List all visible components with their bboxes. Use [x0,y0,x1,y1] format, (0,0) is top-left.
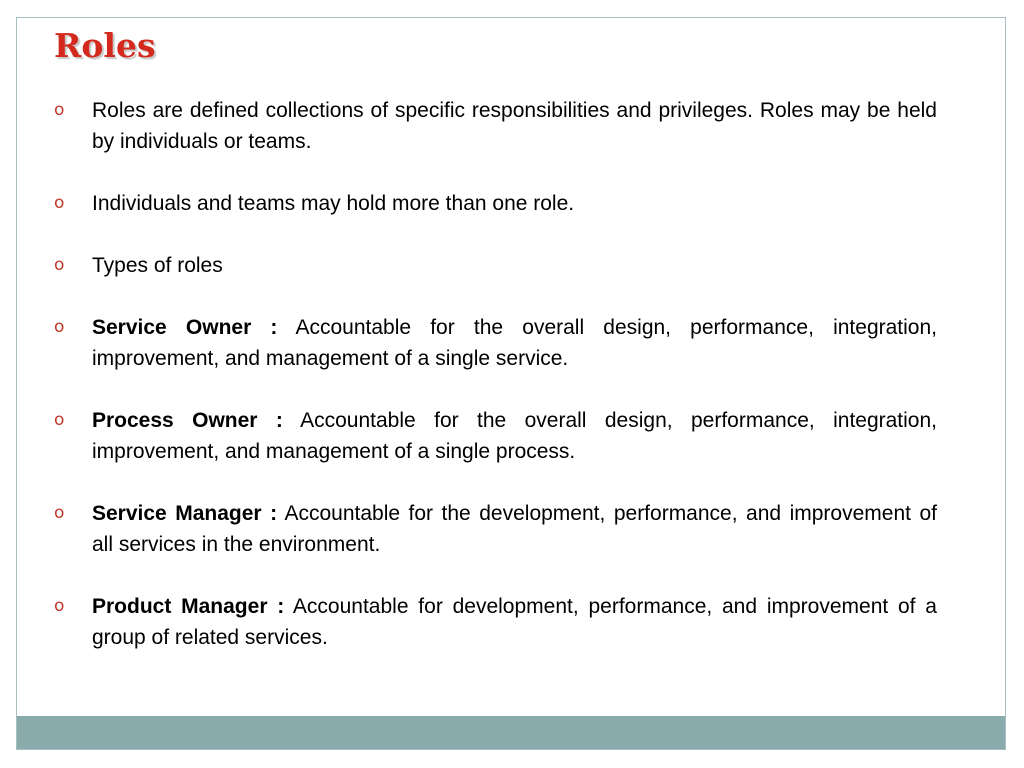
role-term: Product Manager : [92,595,285,618]
bullet-item [54,188,937,219]
bullet-item [54,405,937,467]
role-description: Accountable for the overall design, performance, integration, improvement, and management of a single process. [92,409,938,463]
bullet-marker-icon: o [54,193,65,213]
bullet-text: Types of roles [92,254,223,277]
bullet-marker-icon: o [54,410,65,430]
bullet-item [54,312,937,374]
bullet-item [54,498,937,560]
bullet-item [54,95,937,157]
role-term: Service Owner : [92,316,278,339]
role-description: Accountable for the development, performance, and improvement of all services in the environment. [92,502,937,556]
bullet-item [54,250,937,281]
footer-bar [17,716,1005,749]
bullet-text: Roles are defined collections of specific responsibilities and privileges. Roles may be held by individuals or teams. [92,99,937,153]
role-term: Process Owner : [92,409,283,432]
role-description: Accountable for the overall design, performance, integration, improvement, and management of a single service. [92,316,937,370]
bullet-marker-icon: o [54,317,65,337]
bullet-marker-icon: o [54,255,65,275]
bullet-item [54,591,937,653]
bullet-marker-icon: o [54,100,65,120]
role-description: Accountable for development, performance, and improvement of a group of related services. [92,595,937,649]
bullet-text: Individuals and teams may hold more than one role. [92,192,575,215]
role-term: Service Manager : [92,502,278,525]
slide-title: Roles [54,26,156,65]
bullet-marker-icon: o [54,596,65,616]
bullet-marker-icon: o [54,503,65,523]
bullet-list [54,95,937,684]
